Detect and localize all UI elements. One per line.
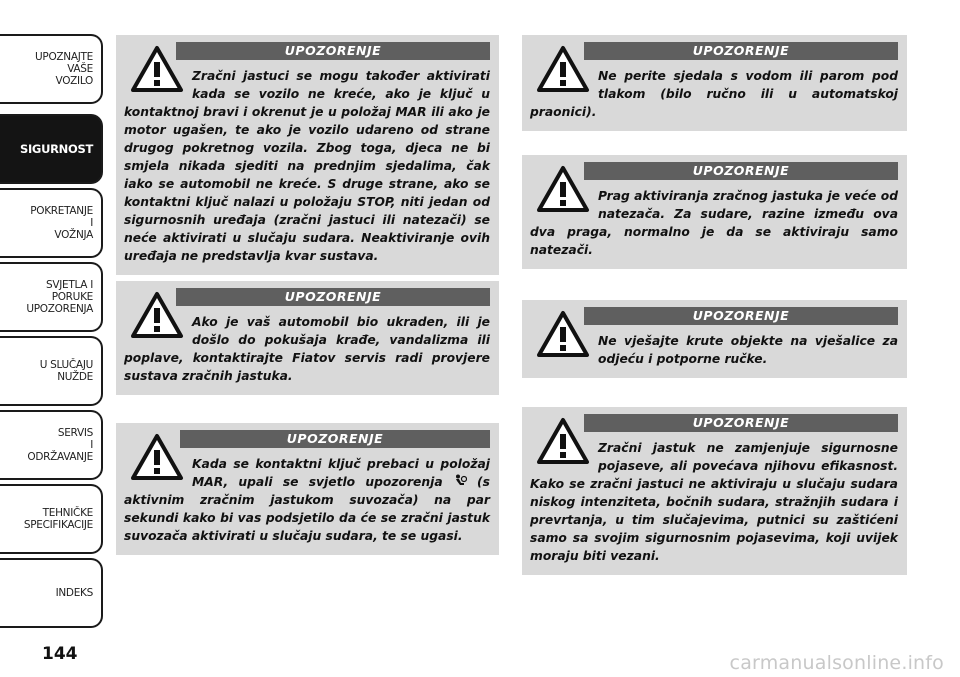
tab-u-slucaju-nuzde[interactable]: U SLUČAJU NUŽDE [0,336,103,406]
warning-box-theft [116,281,499,395]
warning-box-activation-threshold [522,155,907,269]
warning-title: UPOZORENJE [584,414,898,432]
tab-indeks[interactable]: INDEKS [0,558,103,628]
warning-box-warning-light [116,423,499,555]
warning-text: Ne perite sjedala s vodom ili parom pod tlakom (bilo ručno ili u automatskoj praonici). [530,69,898,119]
watermark: carmanualsonline.info [729,652,944,674]
warning-title: UPOZORENJE [176,288,490,306]
warning-text: Zračni jastuk ne zamjenjuje sigurnosne pojaseve, ali povećava njihovu efikasnost. Kako se zračni jastuci ne aktiviraju u slučaju sudara niskog intenziteta, bočnih sudara, stražnjih sudara i prevrtanja, u tim slučajevima, putnici su zaštićeni samo sa svojim sigurnosnim pojasevima, koji uvijek moraju biti vezani. [530,441,898,563]
warning-title: UPOZORENJE [584,307,898,325]
airbag-warning-light-icon [453,474,467,487]
warning-title: UPOZORENJE [176,42,490,60]
tab-pokretanje-i-voznja[interactable]: POKRETANJE I VOŽNJA [0,188,103,258]
warning-text: Prag aktiviranja zračnog jastuka je veće od natezača. Za sudare, razine između ova dva praga, normalno je da se aktiviraju samo natezači. [530,189,898,257]
tab-sigurnost[interactable]: SIGURNOST [0,114,103,184]
tab-svjetla-i-poruke[interactable]: SVJETLA I PORUKE UPOZORENJA [0,262,103,332]
tab-upoznajte-vase-vozilo[interactable]: UPOZNAJTE VAŠE VOZILO [0,34,103,104]
tab-tehnicke-specifikacije[interactable]: TEHNIČKE SPECIFIKACIJE [0,484,103,554]
warning-text: Ako je vaš automobil bio ukraden, ili je došlo do pokušaja krađe, vandalizma ili poplave, kontaktirajte Fiatov servis radi provjere sustava zračnih jastuka. [124,315,490,383]
warning-text-part-1: Kada se kontaktni ključ prebaci u položaj MAR, upali se svjetlo upozorenja [192,457,490,489]
warning-title: UPOZORENJE [584,162,898,180]
warning-text-part-2: (s aktivnim zračnim jastukom suvozača) na par sekundi kako bi vas podsjetilo da će se zračni jastuk suvozača aktivirati u slučaju sudara, te se ugasi. [124,475,490,543]
warning-box-seat-belts [522,407,907,575]
warning-title: UPOZORENJE [180,430,490,448]
warning-box-coat-hooks [522,300,907,378]
warning-box-ignition-mar [116,35,499,275]
warning-text: Ne vješajte krute objekte na vješalice za odjeću i potporne ručke. [598,334,898,366]
page-number: 144 [42,644,78,664]
warning-text: Zračni jastuci se mogu također aktivirati kada se vozilo ne kreće, ako je ključ u kontaktnoj bravi i okrenut je u položaj MAR ili ako je motor ugašen, te ako je vozilo udareno od strane drugog pokretnog vozila. Zbog toga, djeca ne bi smjela nikada sjediti na prednjim sjedalima, čak iako se automobil ne kreće. S druge strane, ako se kontaktni ključ nalazi u položaju STOP, niti jedan od sigurnosnih uređaja (zračni jastuci ili natezači) se neće aktivirati u slučaju sudara. Neaktiviranje ovih uređaja ne predstavlja kvar sustava. [124,69,490,263]
tab-servis-i-odrzavanje[interactable]: SERVIS I ODRŽAVANJE [0,410,103,480]
warning-box-seat-washing [522,35,907,131]
warning-title: UPOZORENJE [584,42,898,60]
